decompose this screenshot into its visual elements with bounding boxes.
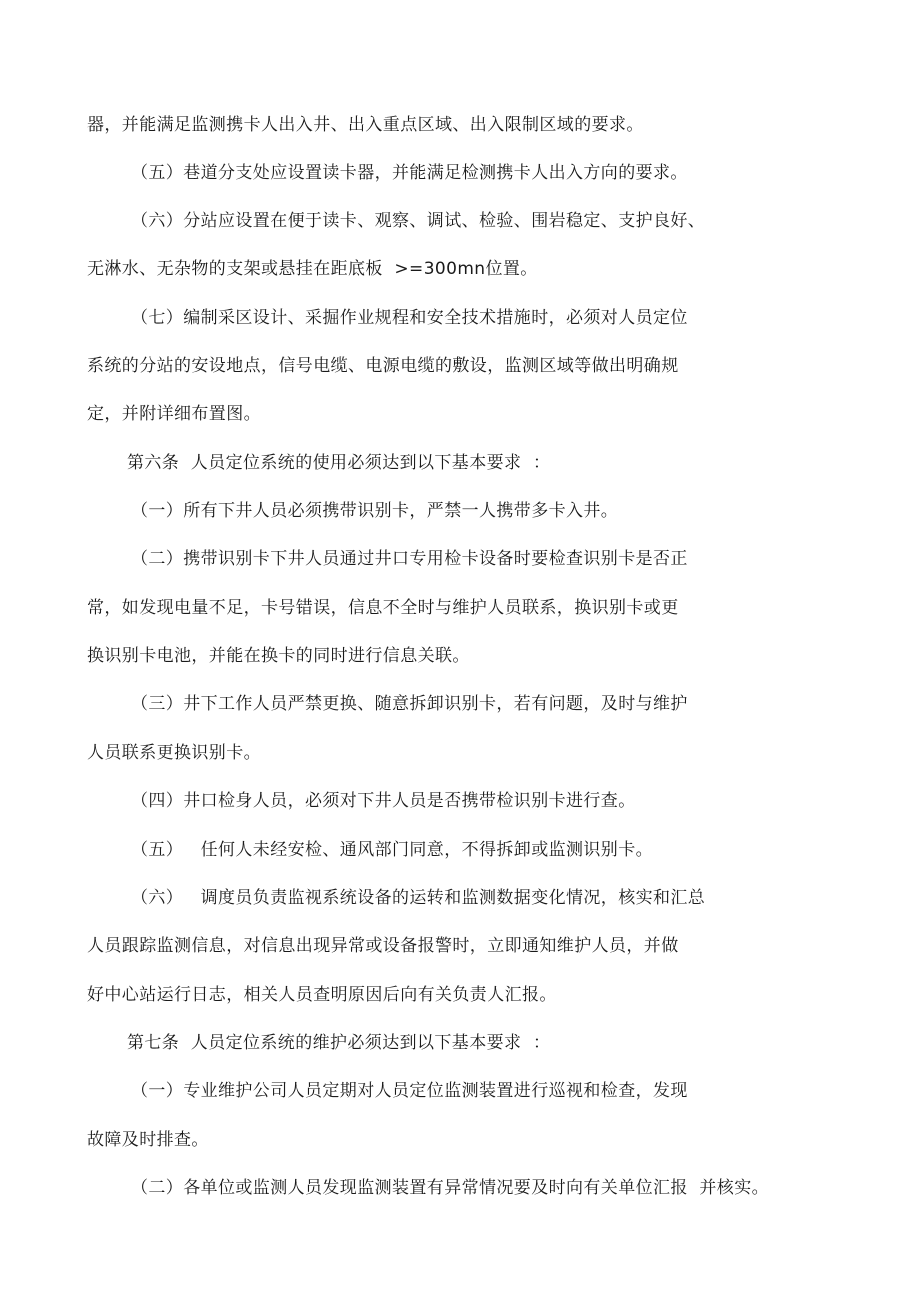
section-heading: 第六条 人员定位系统的使用必须达到以下基本要求 ： bbox=[127, 453, 551, 473]
text-line: 人员联系更换识别卡。 bbox=[87, 743, 261, 763]
text-line: （五）巷道分支处应设置读卡器，并能满足检测携卡人出入方向的要求。 bbox=[131, 163, 688, 183]
text-line: 器，并能满足监测携卡人出入井、出入重点区域、出入限制区域的要求。 bbox=[87, 115, 644, 135]
text-line: 换识别卡电池，并能在换卡的同时进行信息关联。 bbox=[87, 646, 470, 666]
text-line: 常，如发现电量不足，卡号错误，信息不全时与维护人员联系，换识别卡或更 bbox=[87, 598, 679, 618]
text-line: 人员跟踪监测信息，对信息出现异常或设备报警时，立即通知维护人员，并做 bbox=[87, 936, 679, 956]
text-line: （二）携带识别卡下井人员通过井口专用检卡设备时要检查识别卡是否正 bbox=[131, 549, 688, 569]
text-line: （一）所有下井人员必须携带识别卡，严禁一人携带多卡入井。 bbox=[131, 501, 619, 521]
text-line: 定，并附详细布置图。 bbox=[87, 404, 261, 424]
text-line: （七）编制采区设计、采掘作业规程和安全技术措施时，必须对人员定位 bbox=[131, 308, 688, 328]
text-line: 系统的分站的安设地点，信号电缆、电源电缆的敷设，监测区域等做出明确规 bbox=[87, 356, 679, 376]
text-line: （五） 任何人未经安检、通风部门同意，不得拆卸或监测识别卡。 bbox=[131, 840, 654, 860]
text-line: （四）井口检身人员，必须对下井人员是否携带检识别卡进行查。 bbox=[131, 791, 636, 811]
text-line: 故障及时排查。 bbox=[87, 1130, 209, 1150]
section-heading: 第七条 人员定位系统的维护必须达到以下基本要求 ： bbox=[127, 1033, 551, 1053]
text-line: （三）井下工作人员严禁更换、随意拆卸识别卡，若有问题，及时与维护 bbox=[131, 694, 688, 714]
text-line: 无淋水、无杂物的支架或悬挂在距底板 >=300mn位置。 bbox=[87, 259, 538, 279]
text-line: 好中心站运行日志，相关人员查明原因后向有关负责人汇报。 bbox=[87, 985, 557, 1005]
text-line: （六）分站应设置在便于读卡、观察、调试、检验、围岩稳定、支护良好、 bbox=[131, 211, 706, 231]
text-line: （二）各单位或监测人员发现监测装置有异常情况要及时向有关单位汇报 并核实。 bbox=[131, 1178, 770, 1198]
text-line: （一）专业维护公司人员定期对人员定位监测装置进行巡视和检查，发现 bbox=[131, 1081, 688, 1101]
text-line: （六） 调度员负责监视系统设备的运转和监测数据变化情况，核实和汇总 bbox=[131, 888, 706, 908]
